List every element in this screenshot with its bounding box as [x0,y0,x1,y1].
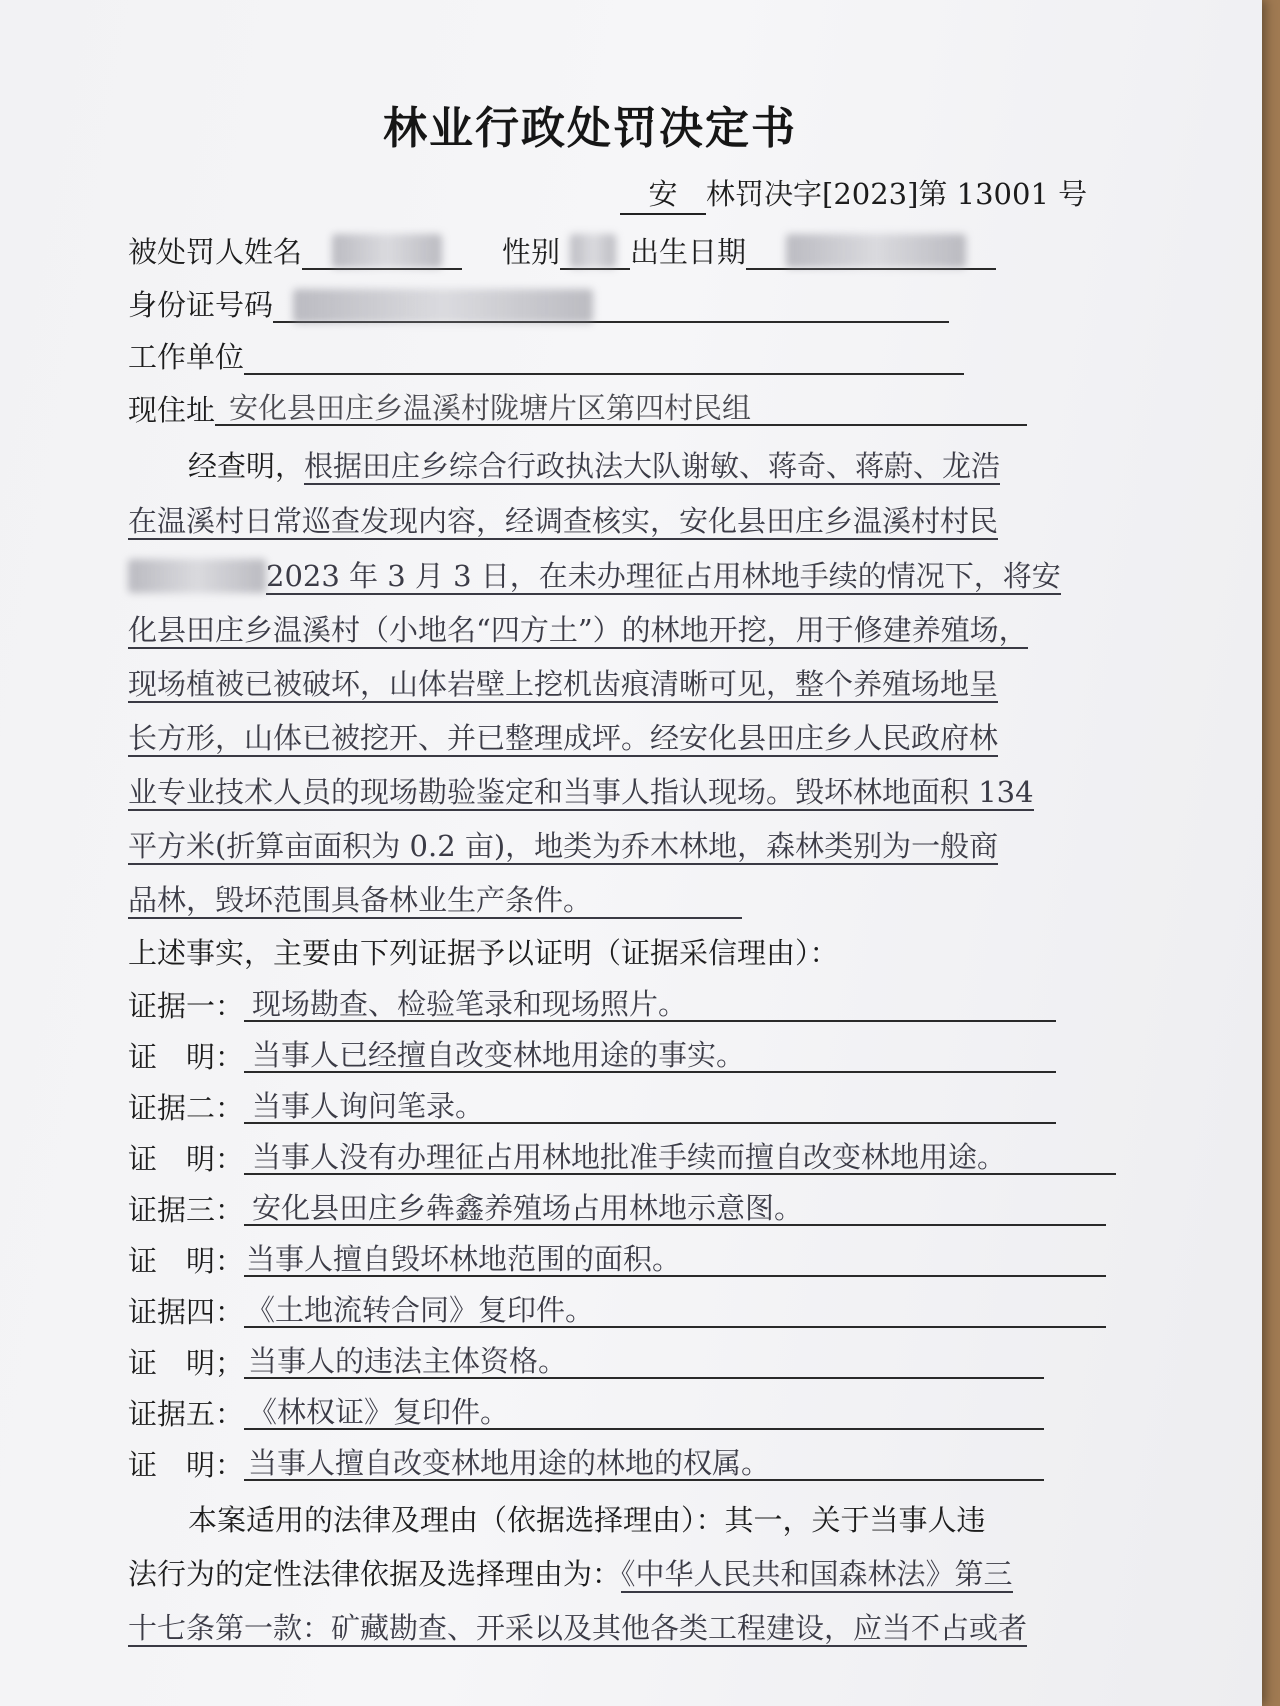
facts-text-7: 业专业技术人员的现场勘验鉴定和当事人指认现场。毁坏林地面积 134 [128,775,1034,809]
facts-text-8: 平方米(折算亩面积为 0.2 亩)，地类为乔木林地，森林类别为一般商 [128,829,999,863]
evidence-row-6 [128,1241,1106,1281]
evidence-text-5: 安化县田庄乡犇鑫养殖场占用林地示意图。 [244,1190,1106,1226]
facts-line-2 [128,501,998,541]
law-line-3 [128,1608,1027,1648]
redacted-id [293,289,593,323]
redacted-party-name [128,559,266,593]
facts-line-1 [188,446,1000,486]
address-row [128,390,1027,430]
evidence-label-10: 证 明： [128,1448,245,1482]
law-line-2-underlined: 《中华人民共和国森林法》第三 [621,1557,1013,1591]
evidence-text-7: 《土地流转合同》复印件。 [244,1292,1106,1328]
evidence-text-1: 现场勘查、检验笔录和现场照片。 [244,986,1056,1022]
address-label: 现住址 [128,393,216,427]
facts-text-2: 在温溪村日常巡查发现内容，经调查核实，安化县田庄乡温溪村村民 [128,504,999,538]
facts-text-4: 化县田庄乡温溪村（小地名“四方土”）的林地开挖，用于修建养殖场， [128,613,1028,647]
work-row [128,337,964,377]
birth-field [746,232,996,270]
name-label: 被处罚人姓名 [128,235,303,269]
evidence-text-9: 《林权证》复印件。 [244,1394,1044,1430]
law-line-3-text: 十七条第一款：矿藏勘查、开采以及其他各类工程建设，应当不占或者 [128,1611,1028,1645]
work-label: 工作单位 [128,340,245,374]
doc-number-prefix: 安 [620,172,706,215]
law-line-2-plain: 法行为的定性法律依据及选择理由为： [128,1557,622,1591]
evidence-label-4: 证 明： [128,1142,245,1176]
evidence-row-8 [128,1343,1044,1383]
evidence-row-1 [128,986,1056,1026]
evidence-text-8: 当事人的违法主体资格。 [244,1343,1044,1379]
gender-label: 性别 [502,235,561,269]
id-field [273,285,949,323]
facts-line-5 [128,664,998,704]
evidence-label-2: 证 明： [128,1040,245,1074]
facts-text-5: 现场植被已被破坏，山体岩壁上挖机齿痕清晰可见，整个养殖场地呈 [128,667,999,701]
evidence-intro: 上述事实，主要由下列证据予以证明（证据采信理由）： [128,936,839,970]
evidence-label-8: 证 明； [128,1346,245,1380]
evidence-row-10 [128,1445,1044,1485]
facts-line-4 [128,610,1028,650]
evidence-row-5 [128,1190,1106,1230]
facts-line-8 [128,826,998,866]
facts-line-3 [128,556,1061,596]
address-value: 安化县田庄乡温溪村陇塘片区第四村民组 [215,390,1027,426]
evidence-row-3 [128,1088,1056,1128]
evidence-row-2 [128,1037,1056,1077]
redacted-gender [570,234,616,268]
evidence-text-4: 当事人没有办理征占用林地批准手续而擅自改变林地用途。 [244,1139,1116,1175]
evidence-text-6: 当事人擅自毁坏林地范围的面积。 [244,1241,1106,1277]
gender-field [560,232,630,270]
evidence-label-6: 证 明： [128,1244,245,1278]
name-field [302,232,462,270]
evidence-text-3: 当事人询问笔录。 [244,1088,1056,1124]
evidence-row-9 [128,1394,1044,1434]
facts-line-9 [128,880,742,920]
redacted-name [332,234,442,268]
document-number [620,172,1087,215]
evidence-text-2: 当事人已经擅自改变林地用途的事实。 [244,1037,1056,1073]
evidence-text-10: 当事人擅自改变林地用途的林地的权属。 [244,1445,1044,1481]
evidence-label-3: 证据二： [128,1091,245,1125]
facts-text-1: 根据田庄乡综合行政执法大队谢敏、蒋奇、蒋蔚、龙浩 [304,449,1001,483]
facts-lead: 经查明， [188,449,305,483]
facts-text-6: 长方形，山体已被挖开、并已整理成坪。经安化县田庄乡人民政府林 [128,721,999,755]
evidence-label-1: 证据一： [128,989,245,1023]
law-line-2 [128,1554,1013,1594]
evidence-label-5: 证据三： [128,1193,245,1227]
document-title: 林业行政处罚决定书 [383,103,797,154]
law-line-1: 本案适用的法律及理由（依据选择理由）：其一，关于当事人违 [188,1503,986,1537]
facts-line-6 [128,718,998,758]
redacted-birth [786,234,966,268]
birth-label: 出生日期 [630,235,747,269]
facts-text-9: 品林，毁坏范围具备林业生产条件。 [128,883,742,919]
evidence-label-7: 证据四： [128,1295,245,1329]
name-row [128,232,996,272]
id-label: 身份证号码 [128,288,274,322]
evidence-row-4 [128,1139,1116,1179]
doc-number-text: 林罚决字[2023]第 13001 号 [706,177,1088,211]
work-field [244,337,964,375]
id-row [128,285,949,325]
evidence-label-9: 证据五： [128,1397,245,1431]
evidence-row-7 [128,1292,1106,1332]
facts-text-3: 2023 年 3 月 3 日，在未办理征占用林地手续的情况下，将安 [266,559,1061,593]
facts-line-7 [128,772,1034,812]
